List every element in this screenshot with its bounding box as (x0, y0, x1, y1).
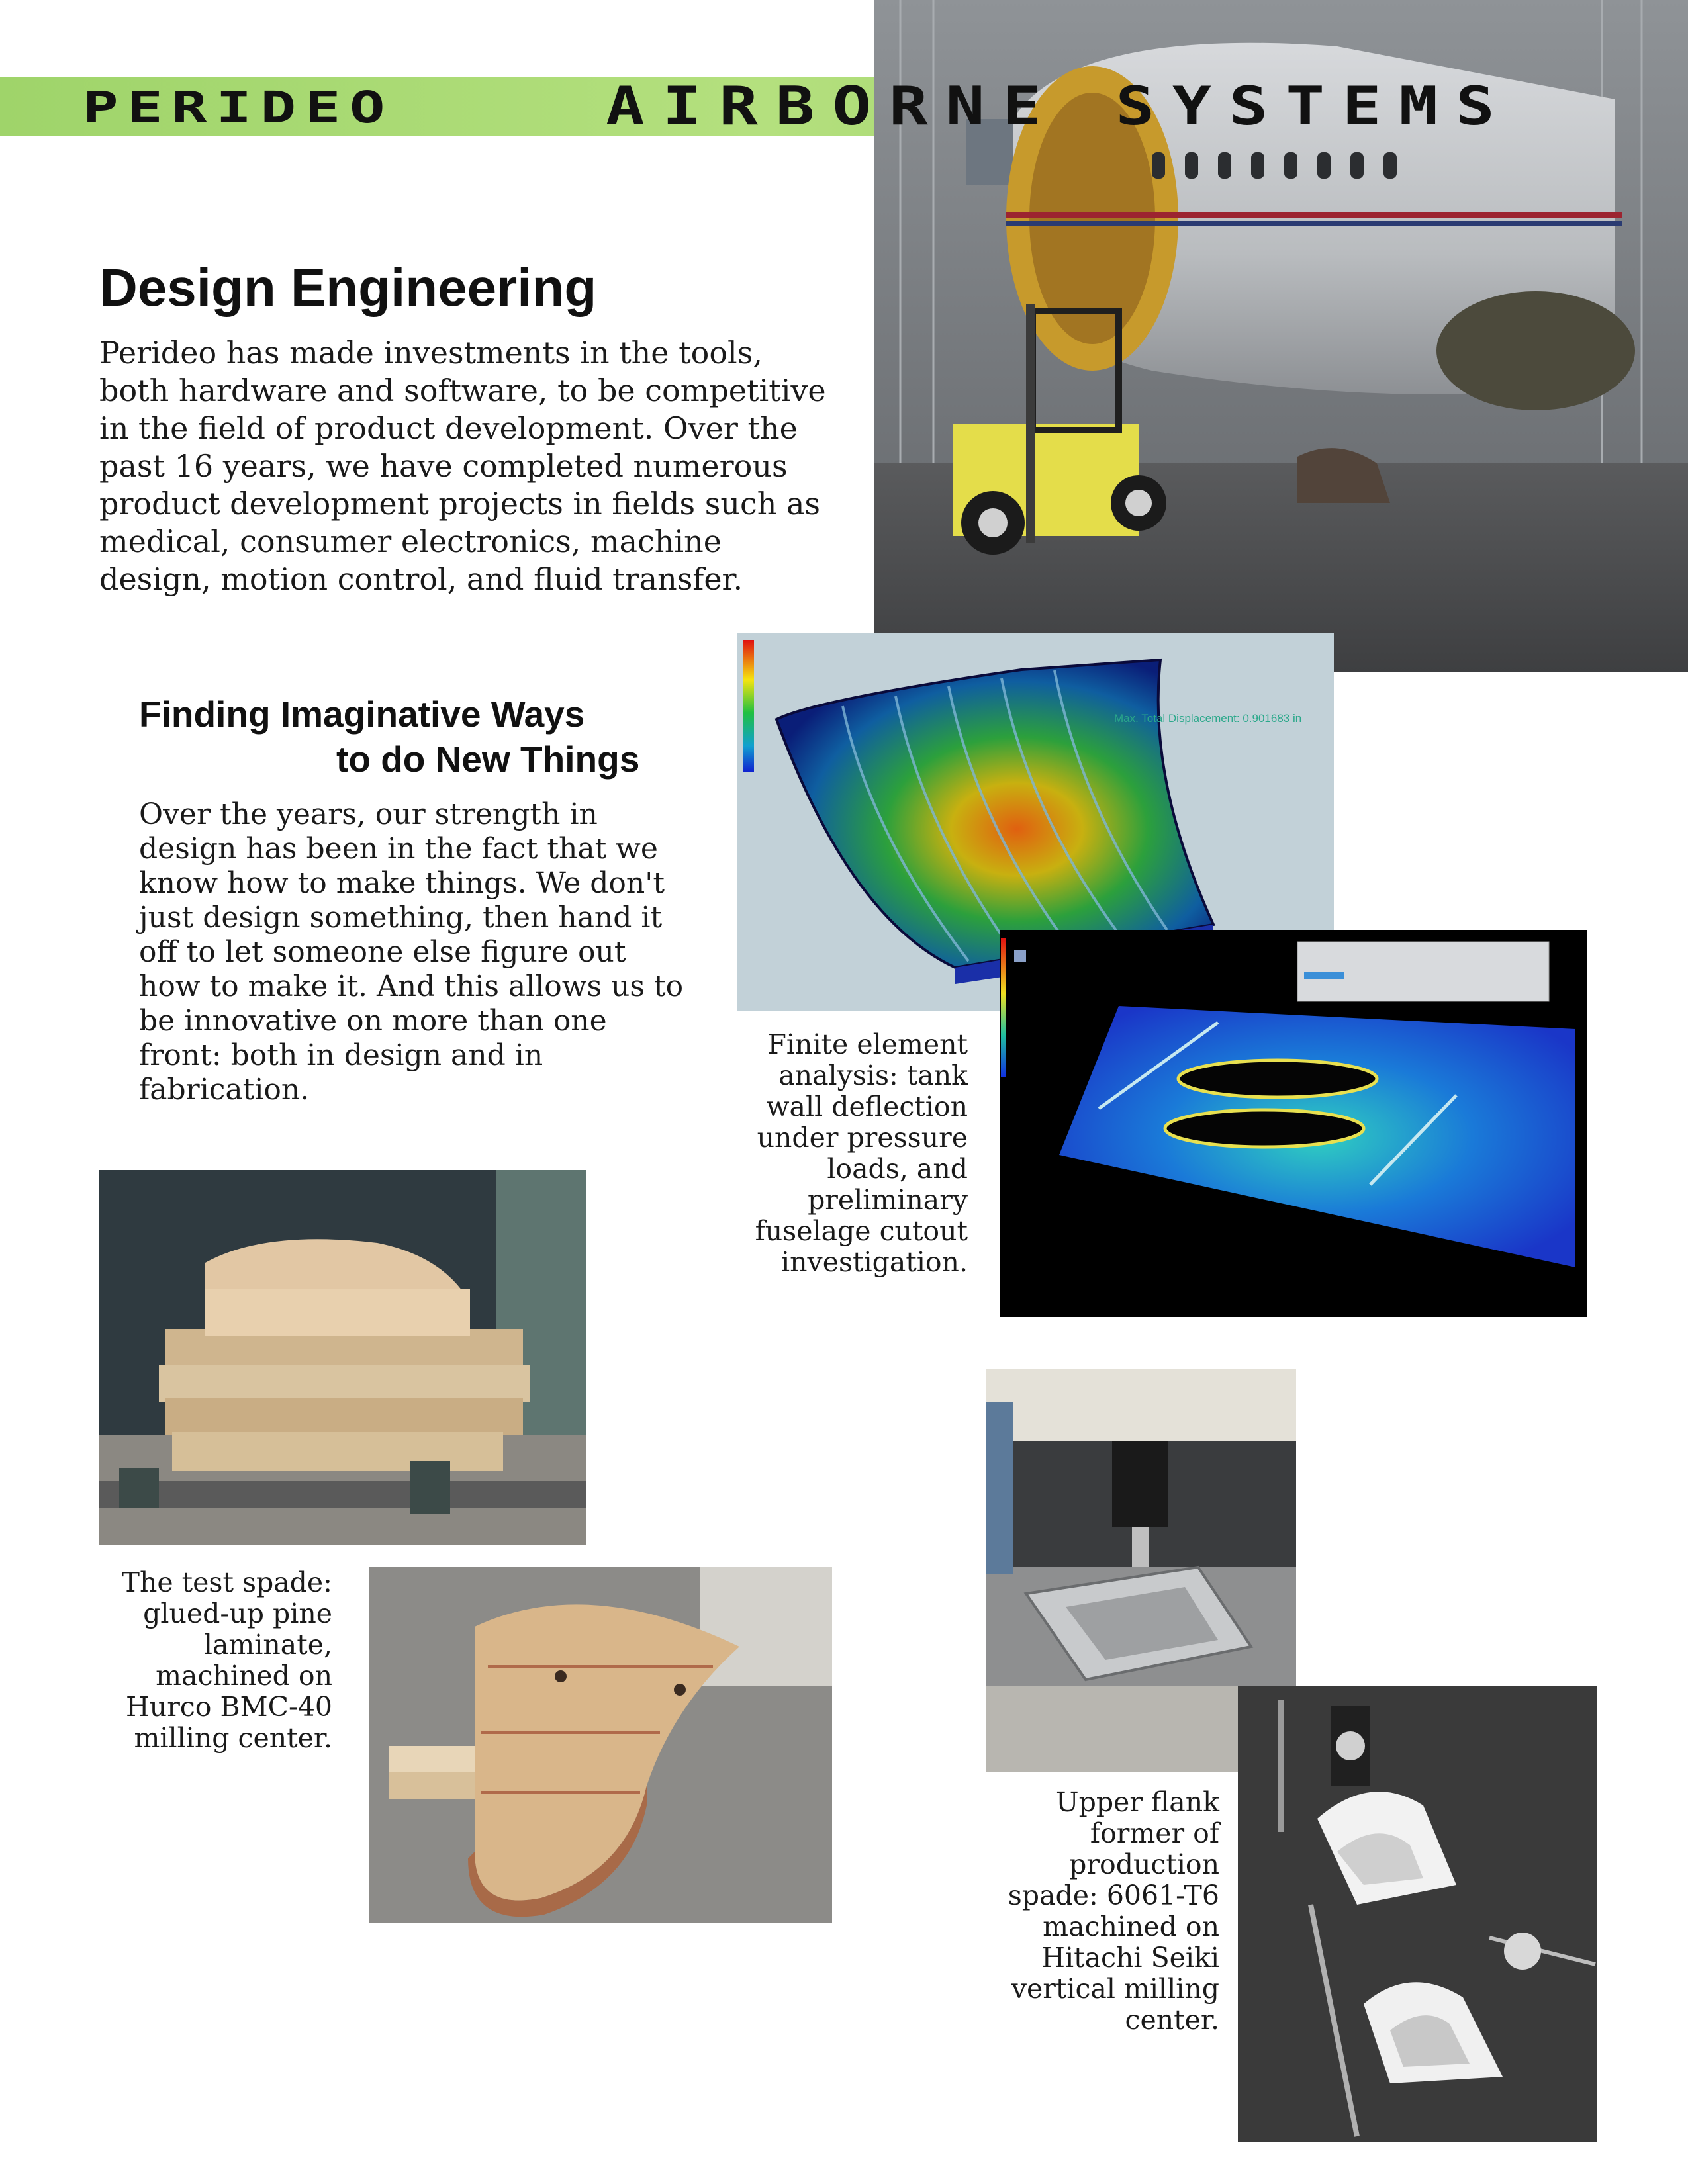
section-heading-line2: to do New Things (336, 739, 640, 780)
caption-test-spade: The test spade: glued-up pine laminate, machined on Hurco BMC-40 milling center. (121, 1567, 332, 1754)
brand-logo: PERIDEO (83, 82, 395, 133)
fea-max-displacement-label: Max. Total Displacement: 0.901683 in (1114, 712, 1302, 725)
test-spade-machining-photo (99, 1170, 586, 1545)
section-heading-line1: Finding Imaginative Ways (139, 694, 585, 735)
page-title: Design Engineering (99, 258, 597, 317)
test-spade-finished-photo (369, 1567, 832, 1923)
division-title: AIRBORNE SYSTEMS (606, 75, 1513, 137)
fea-fuselage-cutout-image (1000, 930, 1587, 1317)
caption-flank-former: Upper flank former of production spade: 6061-T6 machined on Hitachi Seiki vertical milling center. (1008, 1786, 1219, 2036)
flank-former-inspection-photo (1238, 1686, 1597, 2142)
caption-fea: Finite element analysis: tank wall deflection under pressure loads, and preliminary fuselage cutout investigation. (755, 1028, 968, 1278)
intro-paragraph: Perideo has made investments in the tools, both hardware and software, to be competitive in the field of product development. Over the past 16 years, we have completed numerous product development projects in fields such as medical, consumer electronics, machine design, motion control, and fluid transfer. (99, 335, 826, 597)
section-paragraph: Over the years, our strength in design has been in the fact that we know how to make things. We don't just design something, then hand it off to let someone else figure out how to make it. And this allows us to be innovative on more than one front: both in design and in fabrication. (139, 797, 684, 1107)
